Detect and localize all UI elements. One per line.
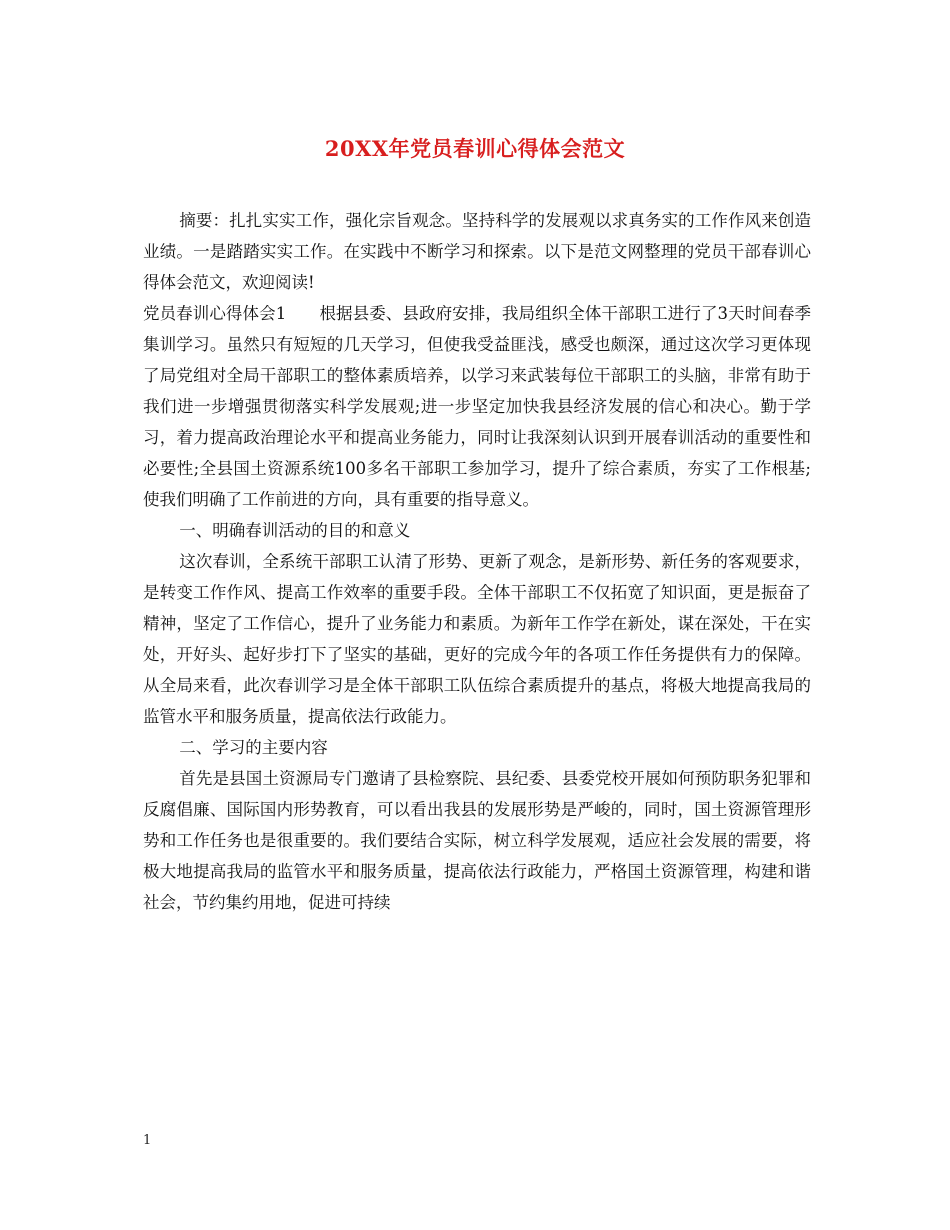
section-2-heading: 二、学习的主要内容 — [179, 738, 328, 757]
document-body — [143, 205, 811, 918]
intro-paragraph: 党员春训心得体会1 根据县委、县政府安排，我局组织全体干部职工进行了3天时间春季集训学习。虽然只有短短的几天学习，但使我受益匪浅，感受也颇深，通过这次学习更体现了局党组对全局干部职工的整体素质培养，以学习来武装每位干部职工的头脑，非常有助于我们进一步增强贯彻落实科学发展观;进一步坚定加快我县经济发展的信心和决心。勤于学习，着力提高政治理论水平和提高业务能力，同时让我深刻认识到开展春训活动的重要性和必要性;全县国土资源系统100多名干部职工参加学习，提升了综合素质，夯实了工作根基;使我们明确了工作前进的方向，具有重要的指导意义。 — [143, 304, 811, 509]
page-number: 1 — [143, 1133, 152, 1148]
document-title: 20XX年党员春训心得体会范文 — [324, 136, 626, 161]
section-1-heading: 一、明确春训活动的目的和意义 — [179, 521, 411, 540]
abstract-paragraph: 摘要：扎扎实实工作，强化宗旨观念。坚持科学的发展观以求真务实的工作作风来创造业绩。一是踏踏实实工作。在实践中不断学习和探索。以下是范文网整理的党员干部春训心得体会范文，欢迎阅读! — [143, 211, 811, 292]
section-2-paragraph: 首先是县国土资源局专门邀请了县检察院、县纪委、县委党校开展如何预防职务犯罪和反腐倡廉、国际国内形势教育，可以看出我县的发展形势是严峻的，同时，国土资源管理形势和工作任务也是很重要的。我们要结合实际，树立科学发展观，适应社会发展的需要，将极大地提高我局的监管水平和服务质量，提高依法行政能力，严格国土资源管理，构建和谐社会，节约集约用地，促进可持续 — [143, 769, 811, 912]
section-1-paragraph: 这次春训，全系统干部职工认清了形势、更新了观念，是新形势、新任务的客观要求，是转变工作作风、提高工作效率的重要手段。全体干部职工不仅拓宽了知识面，更是振奋了精神，坚定了工作信心，提升了业务能力和素质。为新年工作学在新处，谋在深处，干在实处，开好头、起好步打下了坚实的基础，更好的完成今年的各项工作任务提供有力的保障。从全局来看，此次春训学习是全体干部职工队伍综合素质提升的基点，将极大地提高我局的监管水平和服务质量，提高依法行政能力。 — [143, 552, 811, 726]
